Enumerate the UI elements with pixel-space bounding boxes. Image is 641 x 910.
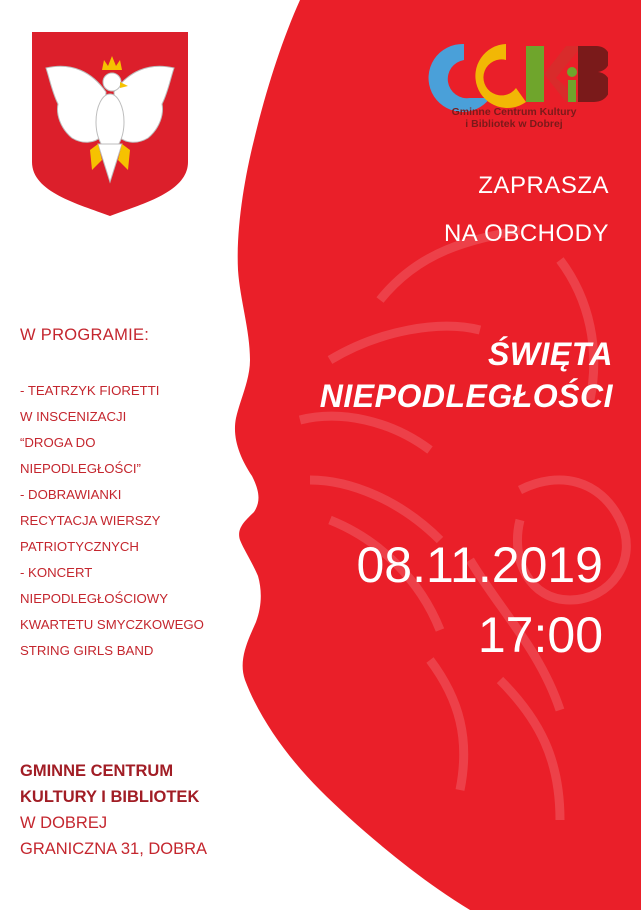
program-line: NIEPODLEGŁOŚCIOWY: [20, 591, 169, 606]
organizer-block: [20, 758, 207, 862]
program-line: - KONCERT: [20, 565, 93, 580]
program-header: W PROGRAMIE:: [20, 326, 150, 344]
program-line: KWARTETU SMYCZKOWEGO: [20, 617, 204, 632]
program-line: STRING GIRLS BAND: [20, 643, 154, 658]
event-title-line-2: NIEPODLEGŁOŚCI: [319, 378, 613, 414]
organizer-name-line-1: GMINNE CENTRUM: [20, 762, 174, 780]
event-date: 08.11.2019: [356, 537, 603, 593]
organizer-name-line-2: KULTURY I BIBLIOTEK: [20, 788, 200, 806]
event-title-line-1: ŚWIĘTA: [487, 336, 613, 372]
program-line: “DROGA DO: [20, 435, 96, 450]
program-list: [20, 378, 204, 664]
program-line: - TEATRZYK FIORETTI: [20, 383, 160, 398]
event-time: 17:00: [477, 607, 603, 663]
program-line: W INSCENIZACJI: [20, 409, 127, 424]
program-line: - DOBRAWIANKI: [20, 487, 122, 502]
program-line: RECYTACJA WIERSZY: [20, 513, 161, 528]
invite-line-1: ZAPRASZA: [478, 172, 609, 199]
logo-caption: [424, 106, 604, 130]
program-line: PATRIOTYCZNYCH: [20, 539, 139, 554]
invite-line-2: NA OBCHODY: [443, 220, 609, 247]
logo-caption-line-2: i Bibliotek w Dobrej: [465, 118, 563, 130]
polish-eagle-emblem-icon: [32, 32, 188, 216]
logo-caption-line-1: Gminne Centrum Kultury: [451, 106, 577, 118]
organizer-location: W DOBREJ: [20, 814, 108, 832]
program-line: NIEPODLEGŁOŚCI”: [20, 461, 141, 476]
organizer-address: GRANICZNA 31, DOBRA: [20, 840, 208, 858]
